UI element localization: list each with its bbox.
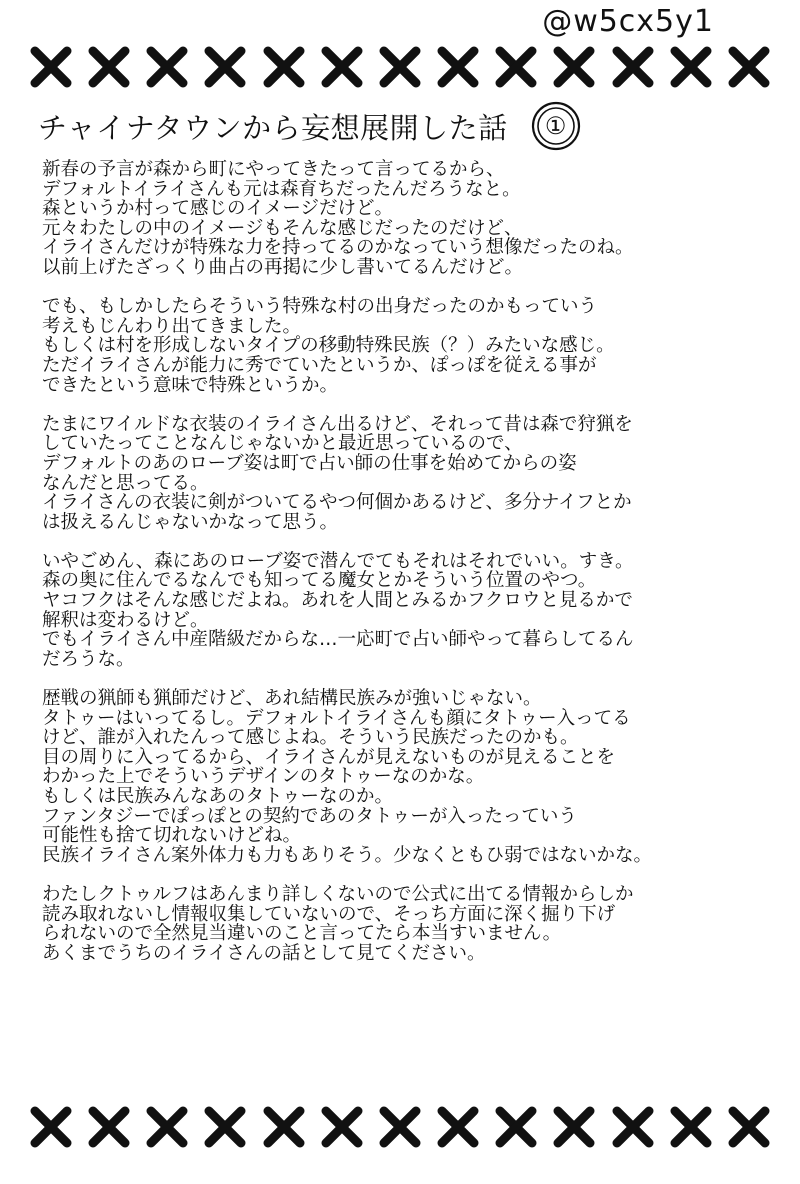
text-line: わたしクトゥルフはあんまり詳しくないので公式に出てる情報からしか: [42, 883, 634, 905]
x-mark-icon: [668, 44, 714, 90]
x-mark-icon: [493, 1104, 539, 1150]
text-line: 森というか村って感じのイメージだけど。: [42, 198, 393, 220]
x-mark-icon: [377, 44, 423, 90]
text-line: もしくは村を形成しないタイプの移動特殊民族（？）みたいな感じ。: [42, 335, 615, 357]
page-title: チャイナタウンから妄想展開した話: [38, 110, 508, 145]
x-mark-icon: [319, 1104, 365, 1150]
text-line: 以前上げたざっくり曲占の再掲に少し書いてるんだけど。: [42, 256, 524, 278]
top-x-divider: [28, 42, 772, 92]
text-line: していたってことなんじゃないかと最近思っているので、: [42, 433, 523, 455]
x-mark-icon: [726, 44, 772, 90]
text-line: 解釈は変わるけど。: [42, 609, 209, 631]
text-line: られないので全然見当違いのこと言ってたら本当すいません。: [42, 923, 562, 945]
paragraph: [42, 297, 772, 395]
x-mark-icon: [86, 1104, 132, 1150]
x-mark-icon: [28, 44, 74, 90]
x-mark-icon: [551, 44, 597, 90]
text-line: できたという意味で特殊というか。: [42, 374, 339, 396]
paragraph: [42, 160, 772, 278]
text-line: 可能性も捨て切れないけどね。: [42, 825, 302, 847]
text-line: けど、誰が入れたんって感じよね。そういう民族だったのかも。: [42, 727, 579, 749]
text-line: でもイライさん中産階級だからな…一応町で占い師やって暮らしてるん: [42, 629, 634, 651]
x-mark-icon: [551, 1104, 597, 1150]
paragraph: [42, 415, 772, 533]
text-line: 新春の予言が森から町にやってきたって言ってるから、: [42, 159, 505, 180]
text-line: 目の周りに入ってるから、イライさんが見えないものが見えることを: [42, 746, 615, 768]
x-mark-icon: [261, 1104, 307, 1150]
text-line: 元々わたしの中のイメージもそんな感じだったのだけど、: [42, 217, 523, 239]
x-mark-icon: [493, 44, 539, 90]
x-mark-icon: [726, 1104, 772, 1150]
text-line: デフォルトのあのローブ姿は町で占い師の仕事を始めてからの姿: [42, 452, 577, 474]
title-row: [38, 100, 758, 152]
text-line: 歴戦の猟師も猟師だけど、あれ結構民族みが強いじゃない。: [42, 688, 542, 710]
x-mark-icon: [610, 44, 656, 90]
text-line: わかった上でそういうデザインのタトゥーなのかな。: [42, 766, 485, 788]
text-line: あくまでうちのイライさんの話として見てください。: [42, 942, 486, 964]
paragraph: [42, 552, 772, 670]
x-mark-icon: [668, 1104, 714, 1150]
text-line: イライさんの衣装に剣がついてるやつ何個かあるけど、多分ナイフとか: [42, 492, 632, 514]
part-number-badge: [530, 100, 582, 152]
author-handle: @w5cx5y1: [542, 4, 714, 39]
text-line: タトゥーはいってるし。デフォルトイライさんも顔にタトゥー入ってる: [42, 707, 631, 729]
text-line: デフォルトイライさんも元は森育ちだったんだろうなと。: [42, 178, 521, 200]
x-mark-icon: [261, 44, 307, 90]
text-line: イライさんだけが特殊な力を持ってるのかなっていう想像だったのね。: [42, 237, 634, 259]
text-line: は扱えるんじゃないかなって思う。: [42, 511, 339, 533]
text-line: ファンタジーでぽっぽとの契約であのタトゥーが入ったっていう: [42, 805, 577, 827]
x-mark-icon: [435, 44, 481, 90]
x-mark-icon: [610, 1104, 656, 1150]
text-line: 考えもじんわり出てきました。: [42, 315, 302, 337]
x-mark-icon: [144, 1104, 190, 1150]
x-mark-icon: [435, 1104, 481, 1150]
paragraph: [42, 885, 772, 963]
x-mark-icon: [86, 44, 132, 90]
x-mark-icon: [28, 1104, 74, 1150]
text-line: なんだと思ってる。: [42, 472, 209, 494]
text-line: 読み取れないし情報収集していないので、そっち方面に深く掘り下げ: [42, 903, 616, 925]
part-number: ①: [544, 112, 567, 140]
x-mark-icon: [319, 44, 365, 90]
text-line: ただイライさんが能力に秀でていたというか、ぽっぽを従える事が: [42, 354, 597, 376]
text-line: もしくは民族みんなあのタトゥーなのか。: [42, 786, 394, 807]
text-line: だろうな。: [42, 648, 135, 670]
x-mark-icon: [144, 44, 190, 90]
x-mark-icon: [377, 1104, 423, 1150]
text-line: たまにワイルドな衣装のイライさん出るけど、それって昔は森で狩猟を: [42, 413, 633, 435]
x-mark-icon: [202, 1104, 248, 1150]
bottom-x-divider: [28, 1102, 772, 1152]
text-line: ヤコフクはそんな感じだよね。あれを人間とみるかフクロウと見るかで: [42, 590, 633, 612]
text-line: 森の奥に住んでるなんでも知ってる魔女とかそういう位置のやつ。: [42, 570, 597, 592]
text-line: 民族イライさん案外体力も力もありそう。少なくともひ弱ではないかな。: [42, 844, 652, 866]
text-line: でも、もしかしたらそういう特殊な村の出身だったのかもっていう: [42, 296, 598, 318]
paragraph: [42, 689, 772, 865]
body-text: [42, 160, 772, 983]
x-mark-icon: [202, 44, 248, 90]
text-line: いやごめん、森にあのローブ姿で潜んでてもそれはそれでいい。すき。: [42, 550, 634, 572]
